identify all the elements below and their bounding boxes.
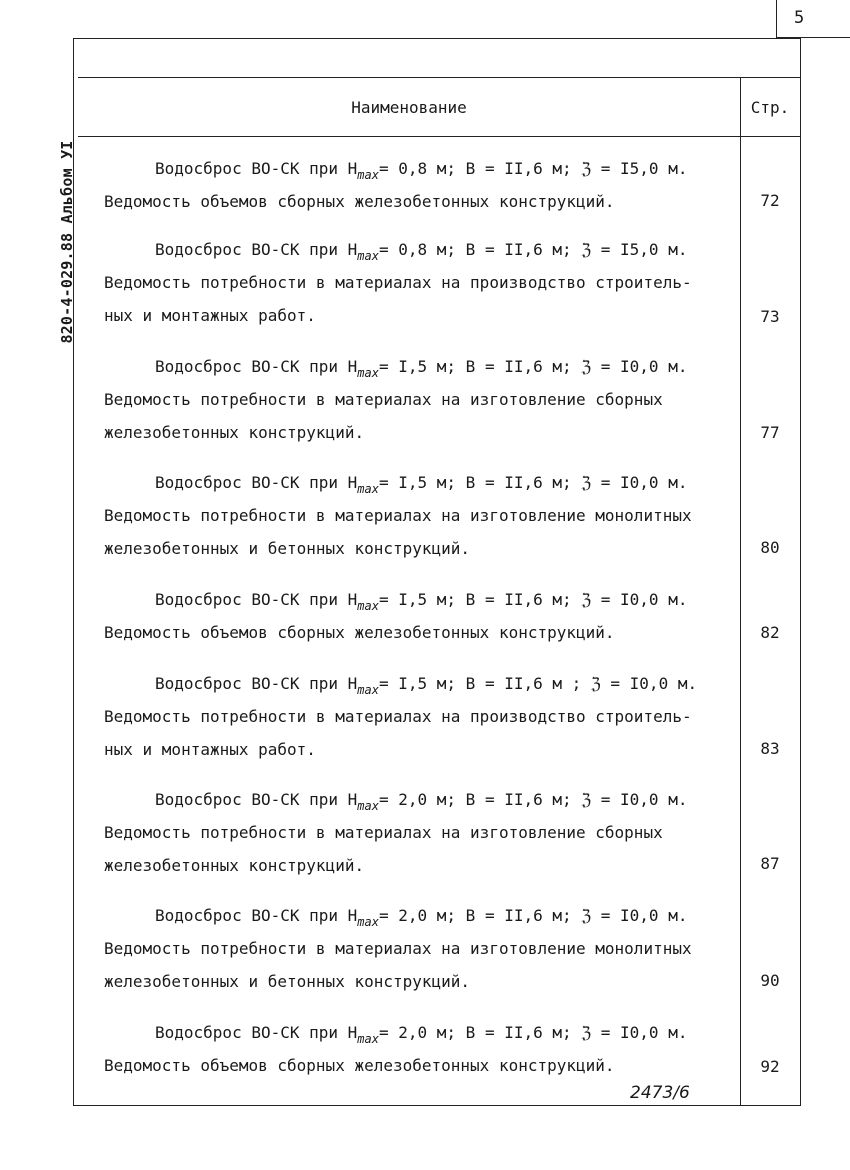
entry-desc-line: железобетонных и бетонных конструкций. (104, 972, 471, 991)
page-number-box (776, 0, 850, 38)
handwritten-note: 2473/6 (630, 1083, 690, 1103)
entry-title-line: Водосброс ВО-СК при $Н_{max}= I,5$ м; В = II,6 м; ℨ = I0,0 м. (155, 357, 688, 380)
entry-desc-line: железобетонных и бетонных конструкций. (104, 539, 471, 558)
toc-entry (104, 233, 744, 332)
entry-page: 73 (760, 307, 780, 326)
entry-page: 90 (760, 971, 780, 990)
toc-entry (104, 350, 744, 449)
entry-desc-line: Ведомость потребности в материалах на производство строитель- (104, 707, 692, 726)
column-header-name: Наименование (351, 98, 467, 117)
entry-title-line: Водосброс ВО-СК при $Н_{max}= 0,8$ м; В = II,6 м; ℨ = I5,0 м. (155, 159, 688, 182)
entry-title-line: Водосброс ВО-СК при $Н_{max}= 0,8$ м; В = II,6 м; ℨ = I5,0 м. (155, 240, 688, 263)
toc-entry (104, 783, 744, 882)
album-side-label: 820-4-029.88 Альбом УI (58, 140, 76, 344)
entry-title-line: Водосброс ВО-СК при $Н_{max}= I,5$ м; В = II,6 м; ℨ = I0,0 м. (155, 473, 688, 496)
entry-title-line: Водосброс ВО-СК при $Н_{max}= 2,0$ м; В = II,6 м; ℨ = I0,0 м. (155, 906, 688, 929)
toc-entry (104, 1016, 744, 1082)
table-header-rule (78, 136, 800, 137)
entry-desc-line: железобетонных конструкций. (104, 856, 365, 875)
entry-page: 77 (760, 423, 780, 442)
entry-desc-line: Ведомость потребности в материалах на изготовление сборных (104, 390, 663, 409)
entry-desc-line: Ведомость потребности в материалах на производство строитель- (104, 273, 692, 292)
entry-page: 83 (760, 739, 780, 758)
toc-entry (104, 899, 744, 998)
entry-page: 80 (760, 538, 780, 557)
entry-desc-line: ных и монтажных работ. (104, 306, 316, 325)
entry-page: 87 (760, 854, 780, 873)
entry-desc-line: Ведомость потребности в материалах на изготовление монолитных (104, 939, 692, 958)
table-top-rule (78, 77, 800, 78)
page-number: 5 (794, 8, 805, 28)
entry-title-line: Водосброс ВО-СК при $Н_{max}= 2,0$ м; В = II,6 м; ℨ = I0,0 м. (155, 790, 688, 813)
entry-desc-line: Ведомость потребности в материалах на изготовление сборных (104, 823, 663, 842)
entry-desc-line: Ведомость потребности в материалах на изготовление монолитных (104, 506, 692, 525)
entry-desc-line: Ведомость объемов сборных железобетонных конструкций. (104, 1056, 615, 1075)
toc-entry (104, 466, 744, 565)
entry-title-line: Водосброс ВО-СК при $Н_{max}= I,5$ м; В = II,6 м ; ℨ = I0,0 м. (155, 674, 698, 697)
column-header-page: Стр. (750, 98, 790, 117)
toc-entry (104, 667, 744, 766)
entry-desc-line: Ведомость объемов сборных железобетонных конструкций. (104, 623, 615, 642)
entry-page: 82 (760, 623, 780, 642)
entry-page: 92 (760, 1057, 780, 1076)
entry-desc-line: Ведомость объемов сборных железобетонных конструкций. (104, 192, 615, 211)
entry-desc-line: железобетонных конструкций. (104, 423, 365, 442)
toc-entry (104, 152, 744, 218)
toc-entry (104, 583, 744, 649)
entry-title-line: Водосброс ВО-СК при $Н_{max}= 2,0$ м; В = II,6 м; ℨ = I0,0 м. (155, 1023, 688, 1046)
entry-desc-line: ных и монтажных работ. (104, 740, 316, 759)
entry-title-line: Водосброс ВО-СК при $Н_{max}= I,5$ м; В = II,6 м; ℨ = I0,0 м. (155, 590, 688, 613)
entry-page: 72 (760, 191, 780, 210)
